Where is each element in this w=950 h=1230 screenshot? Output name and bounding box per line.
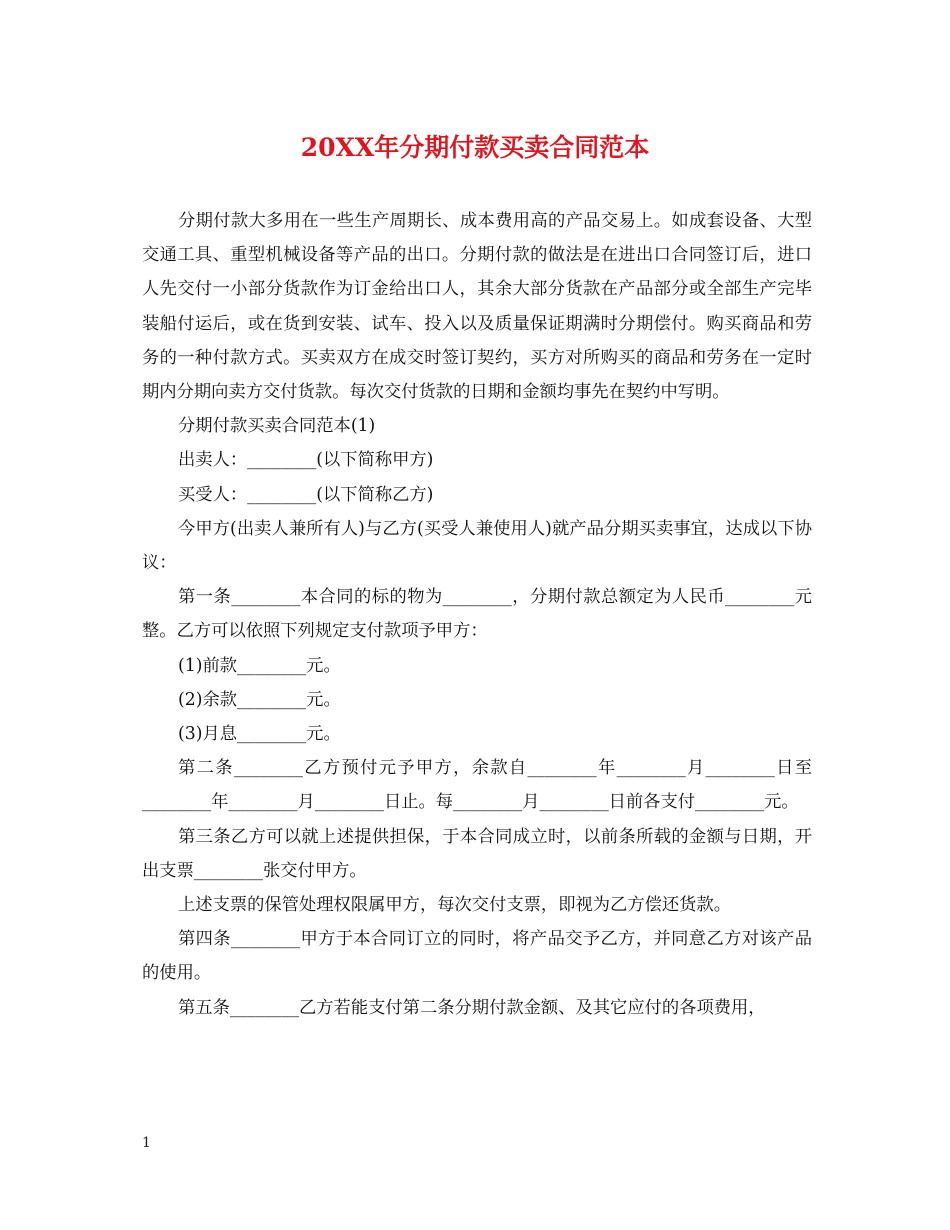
down-payment-line: (1)前款________元。 xyxy=(178,655,341,676)
intro-paragraph: 分期付款大多用在一些生产周期长、成本费用高的产品交易上。如成套设备、大型交通工具、重型机械设备等产品的出口。分期付款的做法是在进出口合同签订后，进口人先交付一小部分货款作为订金给出口人，其余大部分货款在产品部分或全部生产完毕装船付运后，或在货到安装、试车、投入以及质量保证期满时分期偿付。购买商品和劳务的一种付款方式。买卖双方在成交时签订契约，买方对所购买的商品和劳务在一定时期内分期向卖方交付货款。每次交付货款的日期和金额均事先在契约中写明。 xyxy=(142,211,812,403)
buyer-line: 买受人：________(以下简称乙方) xyxy=(178,484,434,505)
monthly-interest-line: (3)月息________元。 xyxy=(178,724,341,745)
article-2: 第二条________乙方预付元予甲方，余款自________年________月________日至________年________月________日止。每________月________日前各支付________元。 xyxy=(142,758,812,813)
article-5: 第五条________乙方若能支付第二条分期付款金额、及其它应付的各项费用， xyxy=(178,997,766,1018)
balance-line: (2)余款________元。 xyxy=(178,689,341,710)
article-4: 第四条________甲方于本合同订立的同时，将产品交予乙方，并同意乙方对该产品的使用。 xyxy=(142,929,812,984)
contract-heading: 分期付款买卖合同范本(1) xyxy=(178,416,376,437)
article-3: 第三条乙方可以就上述提供担保，于本合同成立时，以前条所载的金额与日期，开出支票________张交付甲方。 xyxy=(142,826,812,881)
page-number: 1 xyxy=(142,1135,151,1151)
article-1: 第一条________本合同的标的物为________，分期付款总额定为人民币________元整。乙方可以依照下列规定支付款项予甲方： xyxy=(142,587,812,642)
document-title: 20XX年分期付款买卖合同范本 xyxy=(300,133,650,162)
agreement-intro: 今甲方(出卖人兼所有人)与乙方(买受人兼使用人)就产品分期买卖事宜，达成以下协议： xyxy=(142,518,812,574)
document-body xyxy=(142,204,812,1025)
check-custody-paragraph: 上述支票的保管处理权限属甲方，每次交付支票，即视为乙方偿还货款。 xyxy=(178,895,732,916)
seller-line: 出卖人：________(以下简称甲方) xyxy=(178,450,434,471)
